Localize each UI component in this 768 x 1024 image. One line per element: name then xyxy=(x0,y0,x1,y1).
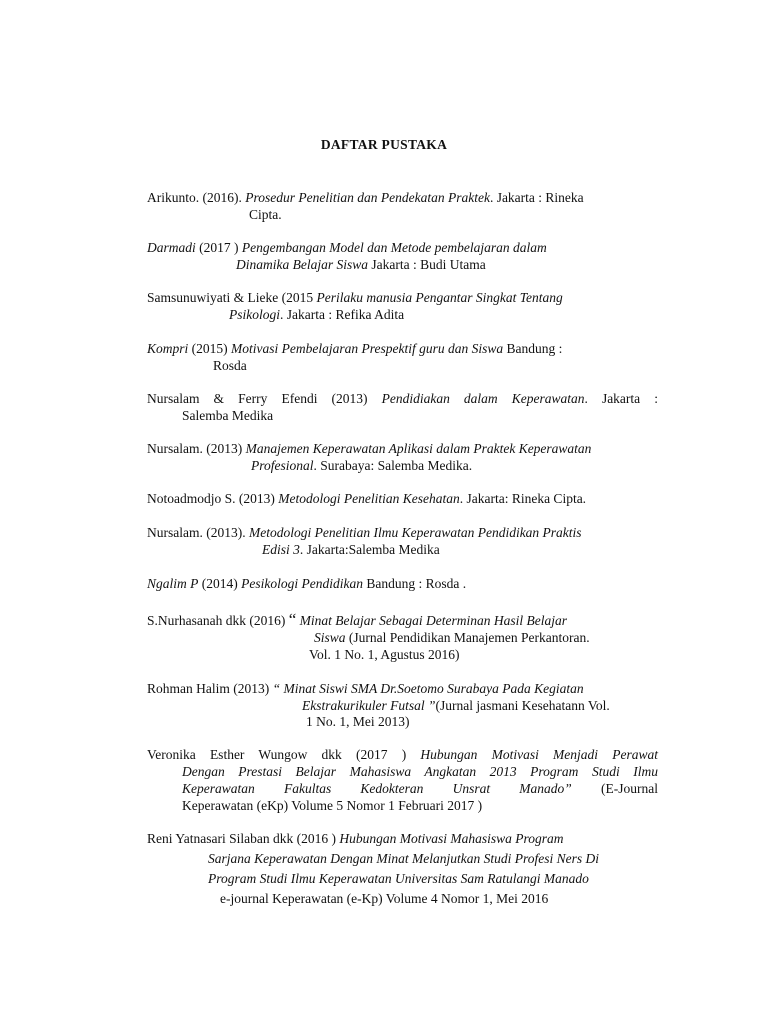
ref-halim-line-3: 1 No. 1, Mei 2013) xyxy=(306,714,410,729)
ref-nursalam-efendi-line-2: Salemba Medika xyxy=(182,408,274,423)
ref-silaban-line-4: e-journal Keperawatan (e-Kp) Volume 4 Nomor 1, Mei 2016 xyxy=(220,891,549,906)
ref-nurhasanah-line-2: Siswa (Jurnal Pendidikan Manajemen Perkantoran. xyxy=(314,630,590,645)
ref-ngalim-line-1: Ngalim P (2014) Pesikologi Pendidikan Bandung : Rosda . xyxy=(147,576,467,591)
ref-halim-line-1: Rohman Halim (2013) “ Minat Siswi SMA Dr.Soetomo Surabaya Pada Kegiatan xyxy=(147,681,584,696)
ref-nursalam-efendi-line-1: Nursalam & Ferry Efendi (2013) Pendidiakan dalam Keperawatan. Jakarta : xyxy=(147,391,658,406)
ref-arikunto-line-1: Arikunto. (2016). Prosedur Penelitian dan Pendekatan Praktek. Jakarta : Rineka xyxy=(147,190,584,205)
ref-samsunuwiyati-line-1: Samsunuwiyati & Lieke (2015 Perilaku manusia Pengantar Singkat Tentang xyxy=(147,290,563,305)
ref-wungow-line-4: Keperawatan (eKp) Volume 5 Nomor 1 Februari 2017 ) xyxy=(182,798,483,813)
ref-notoadmodjo-line-1: Notoadmodjo S. (2013) Metodologi Penelitian Kesehatan. Jakarta: Rineka Cipta. xyxy=(147,491,587,506)
ref-silaban-line-2: Sarjana Keperawatan Dengan Minat Melanjutkan Studi Profesi Ners Di xyxy=(208,851,599,866)
ref-kompri-line-2: Rosda xyxy=(213,358,247,373)
ref-nursalam-metodologi-line-2: Edisi 3. Jakarta:Salemba Medika xyxy=(262,542,440,557)
ref-wungow-line-1: Veronika Esther Wungow dkk (2017 ) Hubungan Motivasi Menjadi Perawat xyxy=(147,747,658,762)
ref-samsunuwiyati-line-2: Psikologi. Jakarta : Refika Adita xyxy=(229,307,405,322)
ref-kompri-line-1: Kompri (2015) Motivasi Pembelajaran Prespektif guru dan Siswa Bandung : xyxy=(147,341,563,356)
ref-wungow-line-2: Dengan Prestasi Belajar Mahasiswa Angkatan 2013 Program Studi Ilmu xyxy=(182,764,658,779)
ref-arikunto-line-2: Cipta. xyxy=(249,207,282,222)
ref-nursalam-manajemen-line-2: Profesional. Surabaya: Salemba Medika. xyxy=(251,458,473,473)
ref-silaban-line-3: Program Studi Ilmu Keperawatan Universitas Sam Ratulangi Manado xyxy=(208,871,589,886)
ref-halim-line-2: Ekstrakurikuler Futsal ”(Jurnal jasmani Kesehatann Vol. xyxy=(302,698,610,713)
ref-nursalam-manajemen-line-1: Nursalam. (2013) Manajemen Keperawatan Aplikasi dalam Praktek Keperawatan xyxy=(147,441,592,456)
ref-wungow-line-3: Keperawatan Fakultas Kedokteran Unsrat Manado” (E-Journal xyxy=(182,781,658,796)
page-title: DAFTAR PUSTAKA xyxy=(320,137,448,152)
ref-nursalam-metodologi-line-1: Nursalam. (2013). Metodologi Penelitian Ilmu Keperawatan Pendidikan Praktis xyxy=(147,525,582,540)
ref-nurhasanah-line-1: S.Nurhasanah dkk (2016) “ Minat Belajar Sebagai Determinan Hasil Belajar xyxy=(147,610,567,629)
ref-darmadi-line-2: Dinamika Belajar Siswa Jakarta : Budi Utama xyxy=(236,257,486,272)
ref-silaban-line-1: Reni Yatnasari Silaban dkk (2016 ) Hubungan Motivasi Mahasiswa Program xyxy=(147,831,564,846)
ref-darmadi-line-1: Darmadi (2017 ) Pengembangan Model dan Metode pembelajaran dalam xyxy=(147,240,547,255)
ref-nurhasanah-line-3: Vol. 1 No. 1, Agustus 2016) xyxy=(309,647,460,662)
